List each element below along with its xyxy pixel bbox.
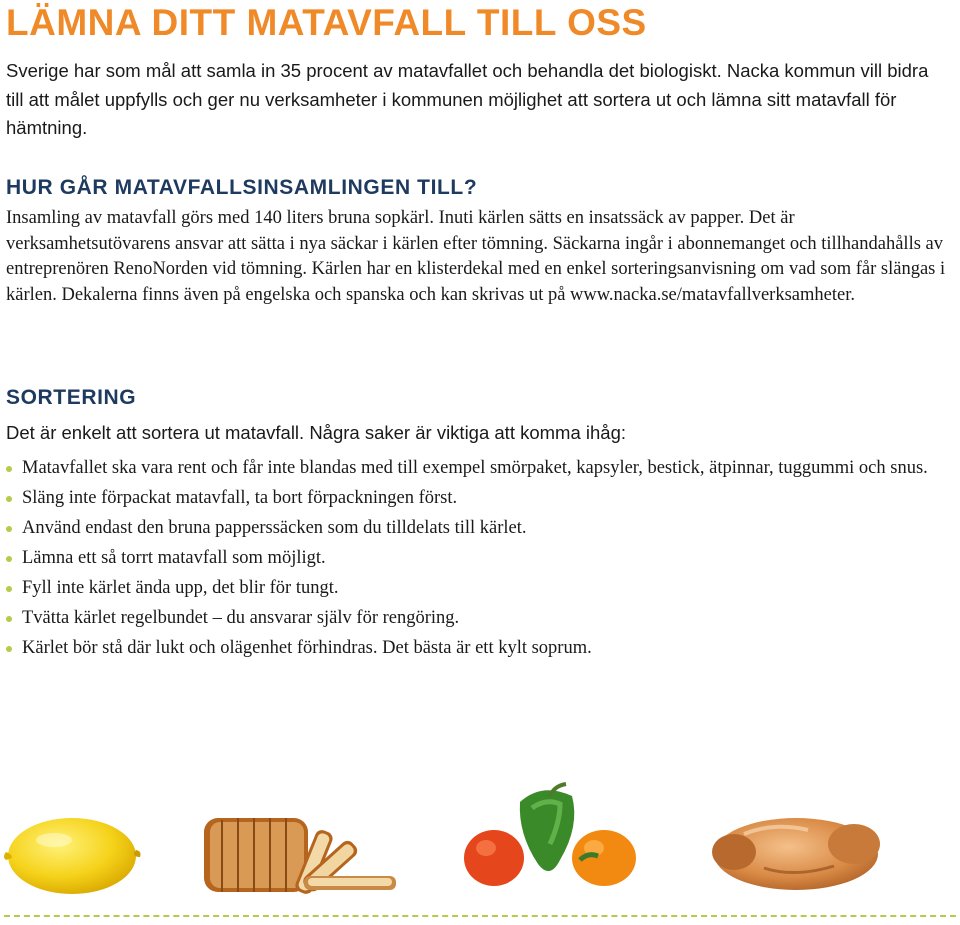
list-item <box>6 456 946 482</box>
bullet-dot-icon <box>6 556 12 562</box>
bullet-dot-icon <box>6 586 12 592</box>
list-item-text: Kärlet bör stå där lukt och olägenhet förhindras. Det bästa är ett kylt soprum. <box>22 638 592 658</box>
bullet-dot-icon <box>6 616 12 622</box>
roast-chicken-icon <box>704 804 888 896</box>
intro-paragraph: Sverige har som mål att samla in 35 procent av matavfallet och behandla det biologiskt. Nacka kommun vill bidra till att målet uppfylls och ger nu verksamheter i kommunen möjlighet att sortera ut och lämna sitt matavfall för hämtning. <box>6 60 929 138</box>
collection-paragraph: Insamling av matavfall görs med 140 liters bruna sopkärl. Inuti kärlen sätts en insatssäck av papper. Det är verksamhetsutövarens ansvar att sätta i nya säckar i kärlen efter tömning. Säckarna ingår i abonnemanget och tillhandahålls av entreprenören RenoNorden vid tömning. Kärlen har en klisterdekal med en enkel sorteringsanvisning om vad som får slängas i kärlen. Dekalerna finns även på engelska och spanska och kan skrivas ut på www.nacka.se/matavfallverksamheter. <box>6 208 946 306</box>
sorting-heading: SORTERING <box>6 386 137 409</box>
dashed-divider <box>4 915 956 917</box>
list-item-text: Släng inte förpackat matavfall, ta bort förpackningen först. <box>22 488 458 508</box>
sorting-list <box>6 456 946 666</box>
list-item <box>6 546 946 572</box>
list-item <box>6 486 946 512</box>
list-item-text: Lämna ett så torrt matavfall som möjligt. <box>22 548 326 568</box>
bullet-dot-icon <box>6 466 12 472</box>
list-item-text: Tvätta kärlet regelbundet – du ansvarar själv för rengöring. <box>22 608 460 628</box>
bread-icon <box>198 806 398 896</box>
list-item <box>6 606 946 632</box>
bullet-dot-icon <box>6 646 12 652</box>
list-item <box>6 576 946 602</box>
page-title: LÄMNA DITT MATAVFALL TILL OSS <box>6 2 647 43</box>
sorting-intro: Det är enkelt att sortera ut matavfall. Några saker är viktiga att komma ihåg: <box>6 422 627 443</box>
list-item-text: Fyll inte kärlet ända upp, det blir för tungt. <box>22 578 339 598</box>
bullet-dot-icon <box>6 496 12 502</box>
list-item-text: Använd endast den bruna papperssäcken som du tilldelats till kärlet. <box>22 518 527 538</box>
lemon-icon <box>2 808 142 900</box>
collection-heading: HUR GÅR MATAVFALLSINSAMLINGEN TILL? <box>6 176 478 199</box>
list-item <box>6 516 946 542</box>
list-item <box>6 636 946 662</box>
bell-peppers-icon <box>462 782 638 890</box>
list-item-text: Matavfallet ska vara rent och får inte blandas med till exempel smörpaket, kapsyler, bestick, ätpinnar, tuggummi och snus. <box>22 458 928 478</box>
bullet-dot-icon <box>6 526 12 532</box>
